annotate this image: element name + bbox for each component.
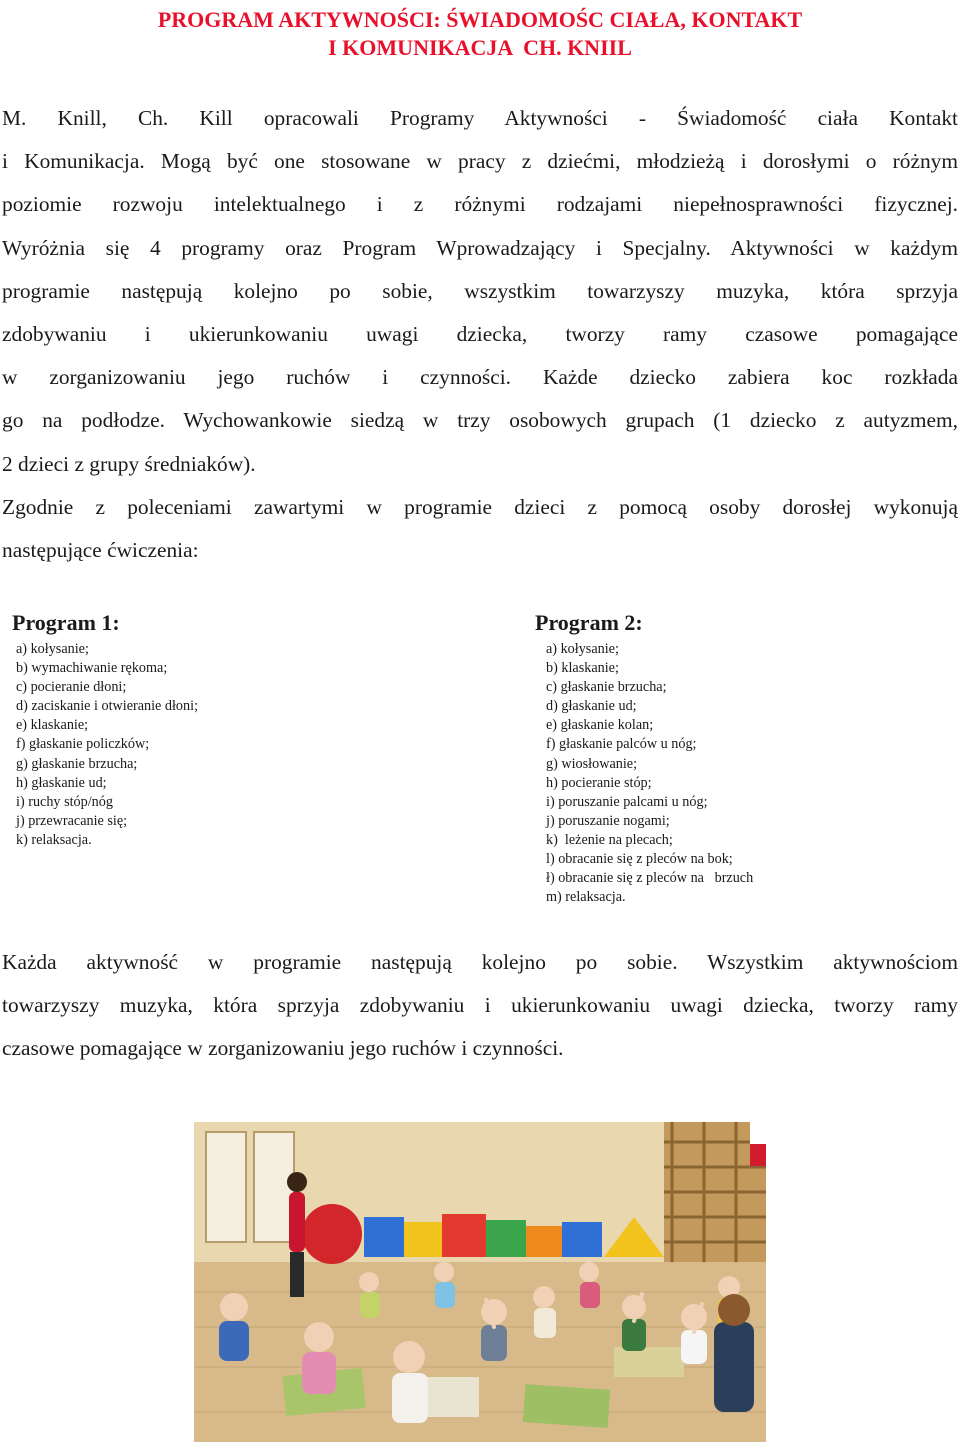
list-item: b) klaskanie; <box>546 660 619 677</box>
intro-paragraph <box>2 97 958 486</box>
intro-line: 2 dzieci z grupy średniaków). <box>2 451 256 476</box>
intro-line: M. Knill, Ch. Kill opracowali Programy Aktywności - Świadomość ciała Kontakt <box>2 106 958 130</box>
list-item: e) głaskanie kolan; <box>546 717 654 734</box>
list-item: g) wiosłowanie; <box>546 755 638 772</box>
list-item: m) relaksacja. <box>546 889 626 906</box>
list-item: i) poruszanie palcami u nóg; <box>546 793 708 810</box>
list-item: b) wymachiwanie rękoma; <box>16 660 168 677</box>
program-2-column <box>535 610 753 907</box>
intro-line: programie następują kolejno po sobie, wszystkim towarzyszy muzyka, która sprzyja <box>2 278 958 303</box>
list-item: g) głaskanie brzucha; <box>16 755 138 772</box>
classroom-photo <box>194 1122 766 1442</box>
list-item: j) poruszanie nogami; <box>546 812 670 829</box>
program-2-heading: Program 2: <box>535 610 643 635</box>
intro-line: i Komunikacja. Mogą być one stosowane w pracy z dziećmi, młodzieżą i dorosłymi o różnym <box>2 149 958 174</box>
summary-line: towarzyszy muzyka, która sprzyja zdobywaniu i ukierunkowaniu uwagi dziecka, tworzy ramy <box>2 993 958 1018</box>
list-item: h) pocieranie stóp; <box>546 774 652 791</box>
intro-line: zdobywaniu i ukierunkowaniu uwagi dziecka, tworzy ramy czasowe pomagające <box>2 321 958 346</box>
document-title <box>0 6 960 62</box>
summary-line: czasowe pomagające w zorganizowaniu jego ruchów i czynności. <box>2 1036 564 1061</box>
list-item: f) głaskanie palców u nóg; <box>546 736 697 753</box>
intro-line: go na podłodze. Wychowankowie siedzą w trzy osobowych grupach (1 dziecko z autyzmem, <box>2 408 958 433</box>
program-1-column <box>12 610 198 850</box>
list-item: k) leżenie na plecach; <box>546 831 673 848</box>
list-item: h) głaskanie ud; <box>16 774 107 791</box>
intro-line: Wyróżnia się 4 programy oraz Program Wprowadzający i Specjalny. Aktywności w każdym <box>2 235 958 260</box>
classroom-photo-illustration <box>194 1122 766 1442</box>
title-line-1: PROGRAM AKTYWNOŚCI: ŚWIADOMOŚC CIAŁA, KONTAKT <box>157 7 803 32</box>
list-item: a) kołysanie; <box>16 641 89 657</box>
list-item: ł) obracanie się z pleców na brzuch <box>546 870 754 887</box>
program-1-heading: Program 1: <box>12 610 120 635</box>
intro-line: poziomie rozwoju intelektualnego i z różnymi rodzajami niepełnosprawności fizycznej. <box>2 192 958 217</box>
intro-line: w zorganizowaniu jego ruchów i czynności. Każde dziecko zabiera koc rozkłada <box>2 365 958 390</box>
program-2-list <box>535 640 753 907</box>
list-item: e) klaskanie; <box>16 717 89 734</box>
exercises-intro-line: Zgodnie z poleceniami zawartymi w programie dzieci z pomocą osoby dorosłej wykonują <box>2 495 958 519</box>
exercises-intro-paragraph <box>2 486 958 572</box>
title-line-2: I KOMUNIKACJA CH. KNIIL <box>328 35 632 60</box>
exercises-intro-line: następujące ćwiczenia: <box>2 538 199 563</box>
summary-paragraph <box>2 941 958 1071</box>
list-item: j) przewracanie się; <box>16 812 128 829</box>
list-item: i) ruchy stóp/nóg <box>16 793 113 810</box>
list-item: c) głaskanie brzucha; <box>546 679 667 696</box>
list-item: k) relaksacja. <box>16 831 92 848</box>
list-item: a) kołysanie; <box>546 641 619 657</box>
list-item: l) obracanie się z pleców na bok; <box>546 851 733 868</box>
summary-line: Każda aktywność w programie następują kolejno po sobie. Wszystkim aktywnościom <box>2 950 958 974</box>
list-item: d) zaciskanie i otwieranie dłoni; <box>16 698 199 715</box>
list-item: f) głaskanie policzków; <box>16 736 150 753</box>
list-item: c) pocieranie dłoni; <box>16 679 127 696</box>
program-1-list <box>12 640 198 850</box>
list-item: d) głaskanie ud; <box>546 698 637 715</box>
